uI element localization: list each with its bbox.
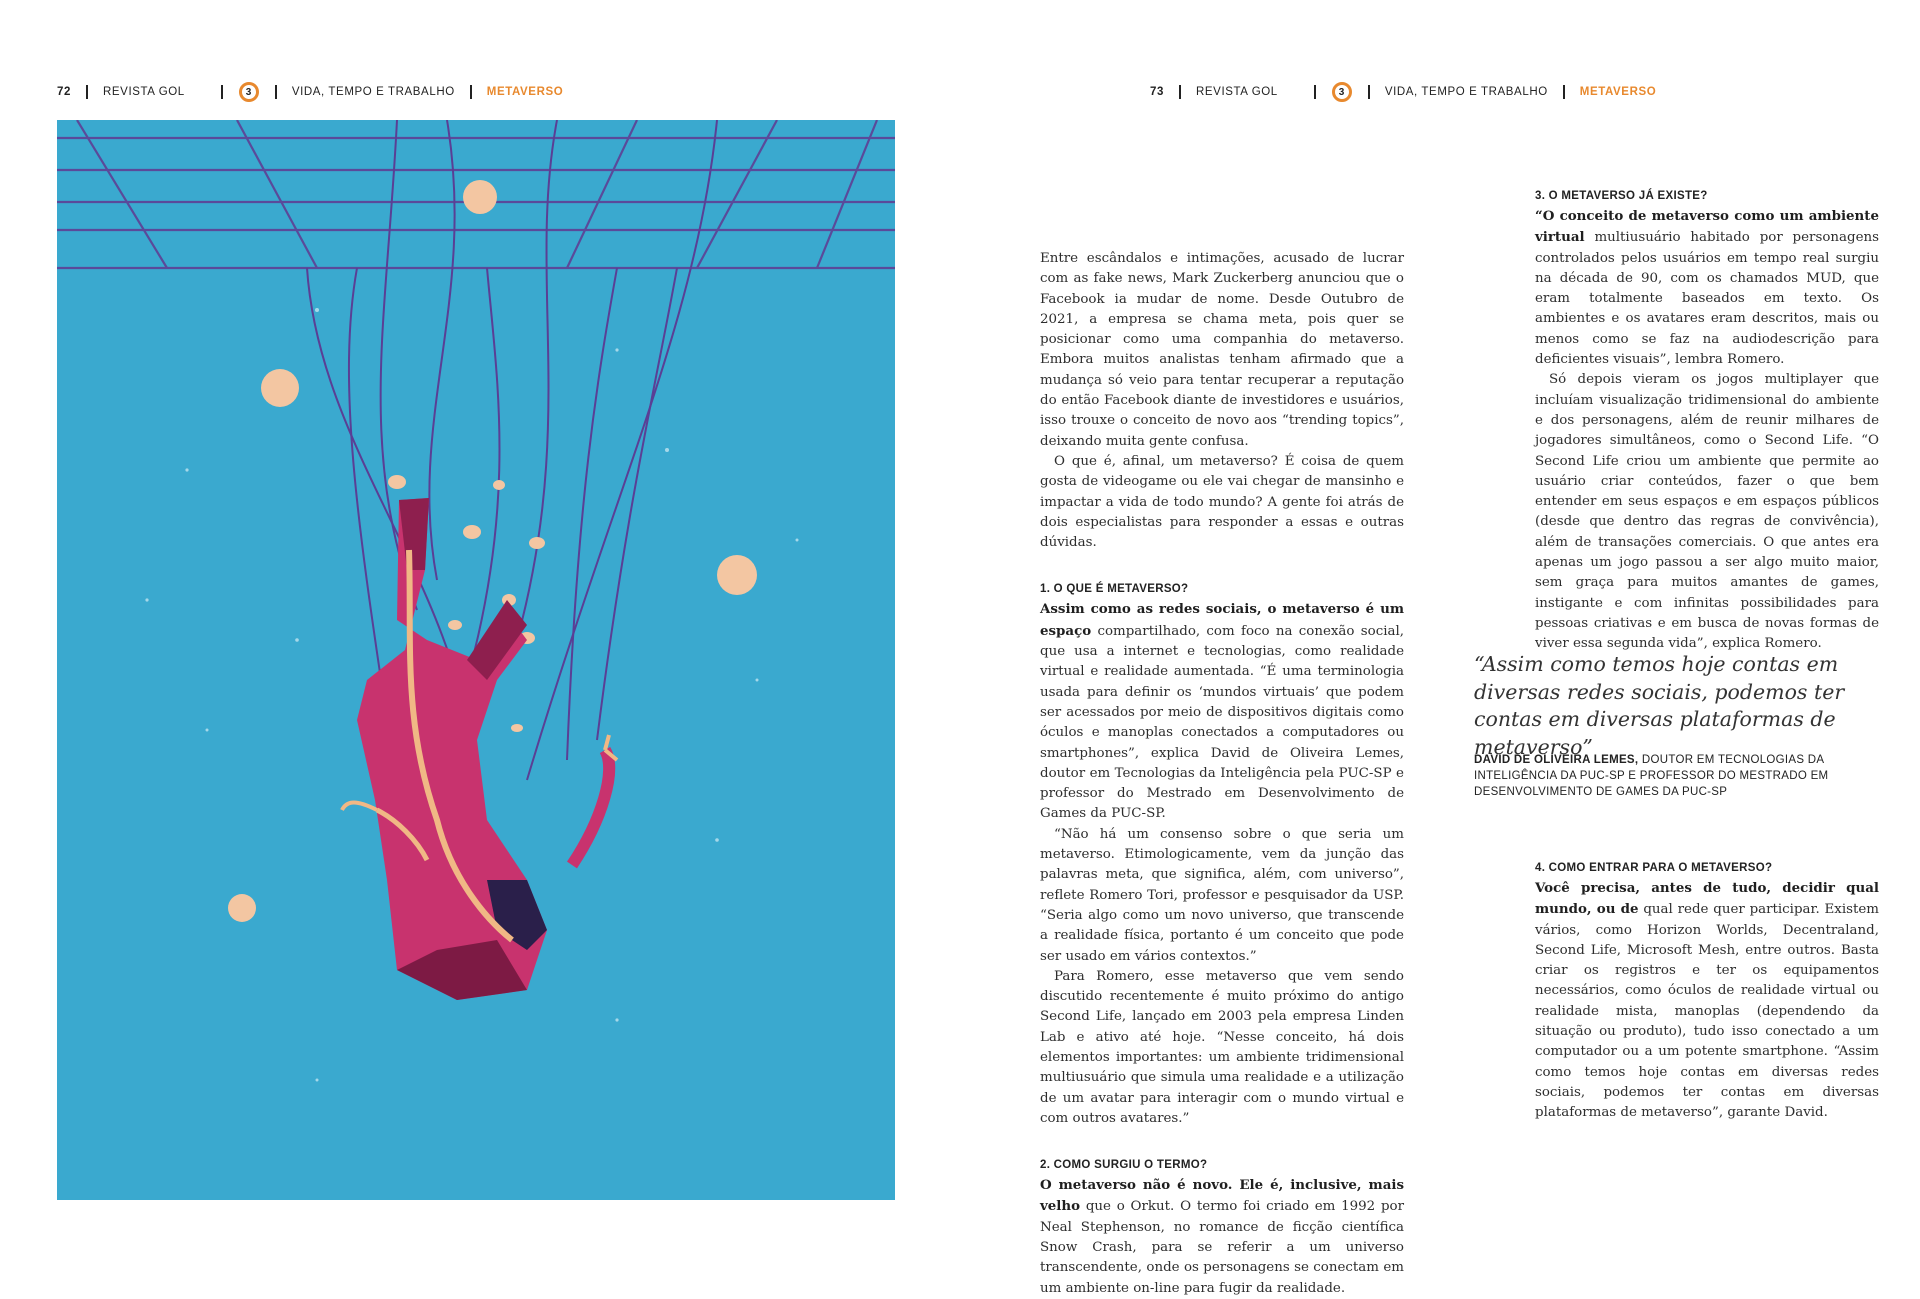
section-heading: 2. COMO SURGIU O TERMO? xyxy=(1040,1159,1208,1172)
topic-name: METAVERSO xyxy=(1579,86,1657,98)
magazine-name: REVISTA GOL xyxy=(103,86,185,98)
section-paragraph: O metaverso não é novo. Ele é, inclusive, mais velho que o Orkut. O termo foi criado em 1992 por Neal Stephenson, no romance de ficção científica Snow Crash, para se referir a um universo transcendente, onde os personagens se conectam em um ambiente on-line para fugir da realidade. xyxy=(1040,1177,1404,1296)
pull-quote: “Assim como temos hoje contas em diversas redes sociais, podemos ter contas em diversas plataformas de metaverso” xyxy=(1474,652,1845,759)
magazine-name: REVISTA GOL xyxy=(1196,86,1278,98)
section-paragraph: Assim como as redes sociais, o metaverso é um espaço compartilhado, com foco na conexão social, que usa a internet e tecnologias, como realidade virtual e realidade aumentada. “É uma terminologia usada para definir os ‘mundos virtuais’ que podem ser acessados por meio de dispositivos digitais como óculos e manoplas conectados a computadores ou smartphones”, explica David de Oliveira Lemes, doutor em Tecnologias da Inteligência pela PUC-SP e professor do Mestrado em Desenvolvimento de Games da PUC-SP. xyxy=(1040,601,1404,822)
section-heading: 1. O QUE É METAVERSO? xyxy=(1040,583,1189,596)
topic-name: METAVERSO xyxy=(486,86,564,98)
intro-paragraph: Entre escândalos e intimações, acusado de lucrar com as fake news, Mark Zuckerberg anunciou que o Facebook ia mudar de nome. Desde Outubro de 2021, a empresa se chama meta, pois quer se posicionar como uma companhia do metaverso. Embora muitos analistas tenham afirmado que a mudança só veio para tentar recuperar a reputação do então Facebook diante de investidores e usuários, isso trouxe o conceito de novo aos “trending topics”, deixando muita gente confusa. xyxy=(1040,251,1404,449)
falling-figure-illustration xyxy=(57,120,895,1200)
header-divider xyxy=(1563,85,1565,99)
lead-sentence: O metaverso não é novo. Ele é, inclusive, mais velho xyxy=(1040,1177,1404,1215)
intro-paragraph: O que é, afinal, um metaverso? É coisa de quem gosta de videogame ou ele vai chegar de mansinho e impactar a vida de todo mundo? A gente foi atrás de dois especialistas para responder a essas e outras dúvidas. xyxy=(1040,453,1404,551)
header-divider xyxy=(275,85,277,99)
lead-sentence: “O conceito de metaverso como um ambiente virtual xyxy=(1535,208,1879,246)
header-divider xyxy=(1314,85,1316,99)
section-heading: 4. COMO ENTRAR PARA O METAVERSO? xyxy=(1535,862,1773,874)
header-divider xyxy=(1368,85,1370,99)
article-column-right-bottom xyxy=(1535,858,1879,1124)
lead-sentence: Você precisa, antes de tudo, decidir qual mundo, ou de xyxy=(1535,880,1879,918)
section-paragraph: “O conceito de metaverso como um ambiente virtual multiusuário habitado por personagens controlados pelos usuários em tempo real surgiu na década de 90, com os chamados MUD, que eram totalmente baseados em texto. Os ambientes e os avatares eram descritos, mais ou menos como se faz na audiodescrição para deficientes visuais”, lembra Romero. xyxy=(1535,208,1879,368)
page-number: 72 xyxy=(57,86,71,98)
header-divider xyxy=(221,85,223,99)
section-paragraph: Para Romero, esse metaverso que vem sendo discutido recentemente é muito próximo do antigo Second Life, lançado em 2003 pela empresa Linden Lab e ativo até hoje. “Nesse conceito, há dois elementos importantes: um ambiente tridimensional multiusuário que simula uma realidade e a utilização de um avatar para interagir com o mundo virtual e com outros avatares.” xyxy=(1040,968,1404,1126)
issue-badge-icon: 3 xyxy=(1332,82,1352,102)
section-paragraph: Só depois vieram os jogos multiplayer que incluíam visualização tridimensional do ambiente e dos personagens, além de reunir milhares de jogadores simultâneos, como o Second Life. “O Second Life criou um ambiente que permite ao usuário criar conteúdos, fazer o que bem entender em seus espaços e em espaços públicos (desde que dentro das regras de convivência), além de transações comerciais. O que antes era apenas um jogo passou a ser algo muito maior, sem graça para muitos amantes de games, instigante e com infinitas possibilidades para pessoas criativas e em busca de novas formas de viver essa segunda vida”, explica Romero. xyxy=(1535,372,1879,652)
article-column-center xyxy=(1040,249,1404,1299)
article-column-right-top xyxy=(1535,186,1879,655)
header-divider xyxy=(470,85,472,99)
header-divider xyxy=(1179,85,1181,99)
left-page-header xyxy=(57,83,563,101)
page-number: 73 xyxy=(1150,86,1164,98)
issue-badge-icon: 3 xyxy=(239,82,259,102)
lead-sentence: Assim como as redes sociais, o metaverso é um espaço xyxy=(1040,601,1404,639)
section-heading: 3. O METAVERSO JÁ EXISTE? xyxy=(1535,190,1708,202)
section-paragraph: “Não há um consenso sobre o que seria um metaverso. Etimologicamente, vem da junção das palavras meta, que significa, além, com universo”, reflete Romero Tori, professor e pesquisador da USP. “Seria algo como um novo universo, que transcende a realidade física, portanto é um conceito que pode ser usado em vários contextos.” xyxy=(1040,826,1404,964)
section-paragraph: Você precisa, antes de tudo, decidir qual mundo, ou de qual rede quer participar. Existem vários, como Horizon Worlds, Decentraland, Second Life, Microsoft Mesh, entre outros. Basta criar os registros e ter os equipamentos necessários, como óculos de realidade virtual ou realidade mista, manoplas (dependendo da situação ou produto), tudo isso conectado a um computador ou a um potente smartphone. “Assim como temos hoje contas em diversas redes sociais, podemos ter contas em diversas plataformas de metaverso”, garante David. xyxy=(1535,880,1879,1121)
section-name: VIDA, TEMPO E TRABALHO xyxy=(291,86,455,98)
pull-quote-attribution: DAVID DE OLIVEIRA LEMES, DOUTOR EM TECNOLOGIAS DA INTELIGÊNCIA DA PUC-SP E PROFESSOR DO MESTRADO EM DESENVOLVIMENTO DE GAMES DA PUC-SP xyxy=(1474,754,1829,798)
header-divider xyxy=(86,85,88,99)
section-name: VIDA, TEMPO E TRABALHO xyxy=(1384,86,1548,98)
right-page-header xyxy=(1150,83,1656,101)
